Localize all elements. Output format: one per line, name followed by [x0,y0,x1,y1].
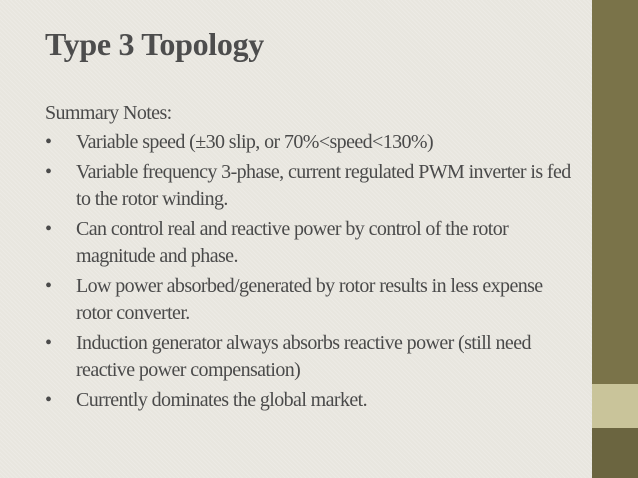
bullet-icon: • [45,131,52,153]
bullet-icon: • [45,275,52,297]
bullet-item [45,216,580,270]
bullet-item [45,129,580,156]
bullet-text: Can control real and reactive power by control of the rotor magnitude and phase. [76,218,509,267]
slide-content [45,100,580,417]
bullet-item [45,387,580,414]
bullet-item [45,330,580,384]
bullet-icon: • [45,161,52,183]
bullet-icon: • [45,332,52,354]
bullet-text: Low power absorbed/generated by rotor results in less expense rotor converter. [76,275,543,324]
side-accent-dark-block [592,428,638,478]
bullet-text: Variable speed (±30 slip, or 70%<speed<130%) [76,131,434,153]
slide-title: Type 3 Topology [45,26,264,62]
bullet-list [45,129,580,414]
side-accent-light-block [592,384,638,428]
bullet-text: Induction generator always absorbs reactive power (still need reactive power compensation) [76,332,531,381]
bullet-icon: • [45,389,52,411]
bullet-item [45,159,580,213]
bullet-item [45,273,580,327]
summary-heading: Summary Notes: [45,102,172,124]
bullet-text: Currently dominates the global market. [76,389,368,411]
bullet-text: Variable frequency 3-phase, current regulated PWM inverter is fed to the rotor winding. [76,161,571,210]
bullet-icon: • [45,218,52,240]
